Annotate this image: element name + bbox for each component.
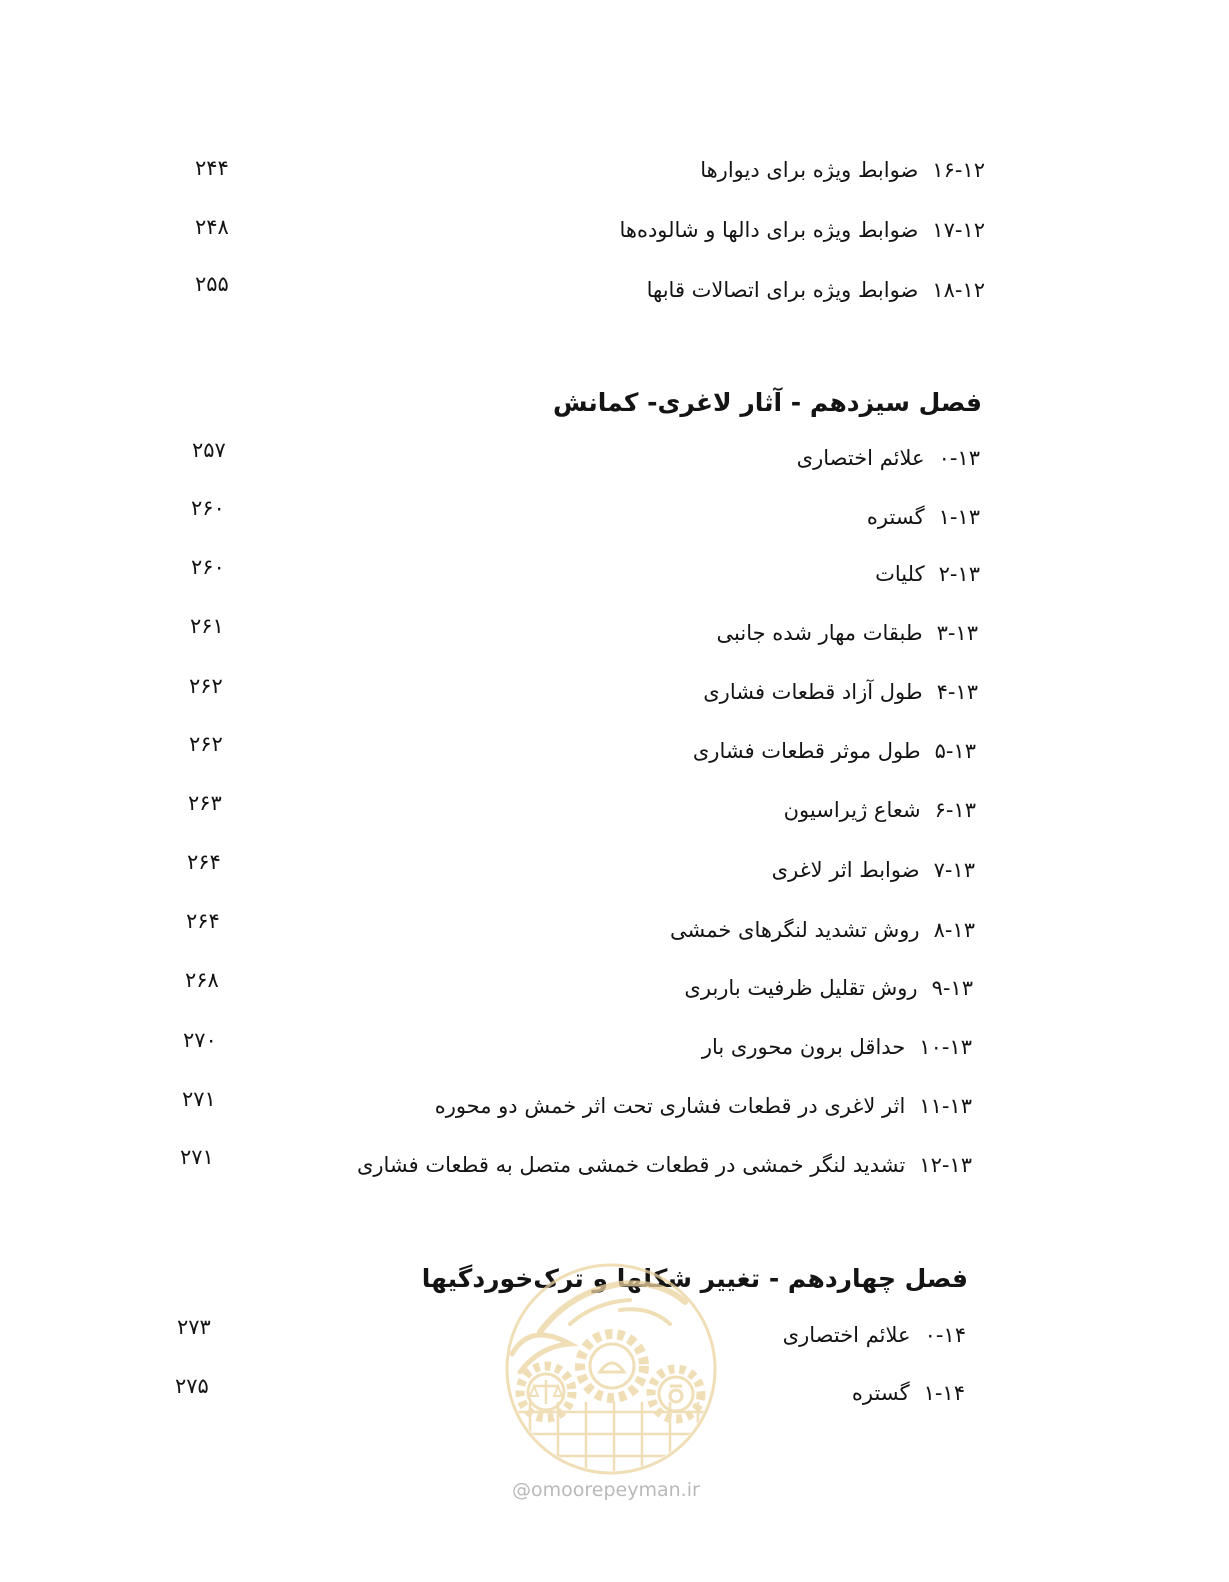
section-title: علائم اختصاری	[782, 1323, 911, 1347]
section-number: ۱۷-۱۲	[932, 218, 985, 242]
section-title: روش تشدید لنگرهای خمشی	[669, 918, 920, 942]
toc-entry	[702, 1032, 972, 1062]
section-title: حداقل برون محوری بار	[701, 1035, 906, 1059]
page-number: ۲۶۲	[189, 732, 223, 756]
page-number: ۲۶۸	[185, 968, 219, 992]
section-number: ۵-۱۳	[934, 739, 976, 763]
section-number: ۹-۱۳	[931, 976, 973, 1000]
page-number: ۲۶۴	[186, 909, 220, 933]
page-number: ۲۶۲	[189, 674, 223, 698]
toc-entry	[703, 677, 978, 707]
section-number: ۱۰-۱۳	[919, 1035, 972, 1059]
toc-entry	[670, 915, 975, 945]
toc-entry	[693, 736, 976, 766]
section-title: ضوابط ویژه برای دیوارها	[700, 158, 919, 182]
section-title: گستره	[866, 505, 925, 529]
toc-entry	[852, 1378, 965, 1408]
section-number: ۰-۱۴	[924, 1323, 966, 1347]
toc-entry	[772, 855, 975, 885]
page-number: ۲۶۳	[188, 791, 222, 815]
toc-entry	[435, 1091, 972, 1121]
section-title: کلیات	[875, 562, 925, 586]
page-number: ۲۶۰	[191, 496, 225, 520]
section-title: شعاع ژیراسیون	[783, 798, 921, 822]
page-number: ۲۶۱	[190, 614, 224, 638]
section-title: طول آزاد قطعات فشاری	[703, 680, 923, 704]
page-number: ۲۴۴	[195, 156, 229, 180]
section-number: ۰-۱۳	[938, 446, 980, 470]
section-title: گستره	[851, 1381, 910, 1405]
section-number: ۷-۱۳	[933, 858, 975, 882]
chapter-heading: فصل چهاردهم - تغییر شکلها و ترک‌خوردگیها	[421, 1264, 968, 1293]
toc-entry	[684, 973, 973, 1003]
section-title: علائم اختصاری	[796, 446, 925, 470]
toc-entry	[647, 275, 985, 305]
page-number: ۲۶۴	[187, 850, 221, 874]
section-title: ضوابط اثر لاغری	[771, 858, 920, 882]
page-number: ۲۷۳	[177, 1315, 211, 1339]
chapter-heading: فصل سیزدهم - آثار لاغری- کمانش	[552, 388, 982, 417]
page-number: ۲۴۸	[195, 215, 229, 239]
page-number: ۲۵۷	[192, 438, 226, 462]
section-number: ۲-۱۳	[938, 562, 980, 586]
toc-entry	[797, 443, 980, 473]
section-number: ۶-۱۳	[934, 798, 976, 822]
page-number: ۲۷۱	[182, 1087, 216, 1111]
section-number: ۱۱-۱۳	[919, 1094, 972, 1118]
page-number: ۲۷۱	[180, 1145, 214, 1169]
toc-entry	[784, 795, 976, 825]
section-number: ۸-۱۳	[933, 918, 975, 942]
toc-entry	[783, 1320, 966, 1350]
toc-entry	[619, 215, 985, 245]
page-number: ۲۷۰	[183, 1028, 217, 1052]
section-number: ۳-۱۳	[936, 621, 978, 645]
section-title: روش تقلیل ظرفیت باربری	[684, 976, 918, 1000]
section-number: ۱۸-۱۲	[932, 278, 985, 302]
toc-entry	[875, 559, 980, 589]
section-number: ۴-۱۳	[936, 680, 978, 704]
page-number: ۲۷۵	[175, 1374, 209, 1398]
section-number: ۱-۱۴	[923, 1381, 965, 1405]
section-title: ضوابط ویژه برای دالها و شالوده‌ها	[619, 218, 919, 242]
watermark-url: @omoorepeyman.ir	[512, 1479, 700, 1501]
toc-entry	[700, 155, 985, 185]
toc-entry	[867, 502, 980, 532]
section-number: ۱-۱۳	[938, 505, 980, 529]
section-title: تشدید لنگر خمشی در قطعات خمشی متصل به قطعات فشاری	[356, 1153, 906, 1177]
section-number: ۱۲-۱۳	[919, 1153, 972, 1177]
page-number: ۲۶۰	[191, 555, 225, 579]
section-title: طبقات مهار شده جانبی	[716, 621, 923, 645]
section-title: اثر لاغری در قطعات فشاری تحت اثر خمش دو محوره	[434, 1094, 906, 1118]
toc-entry	[357, 1150, 972, 1180]
page-number: ۲۵۵	[195, 272, 229, 296]
section-title: ضوابط ویژه برای اتصالات قابها	[646, 278, 919, 302]
toc-entry	[717, 618, 978, 648]
section-number: ۱۶-۱۲	[932, 158, 985, 182]
section-title: طول موثر قطعات فشاری	[692, 739, 921, 763]
